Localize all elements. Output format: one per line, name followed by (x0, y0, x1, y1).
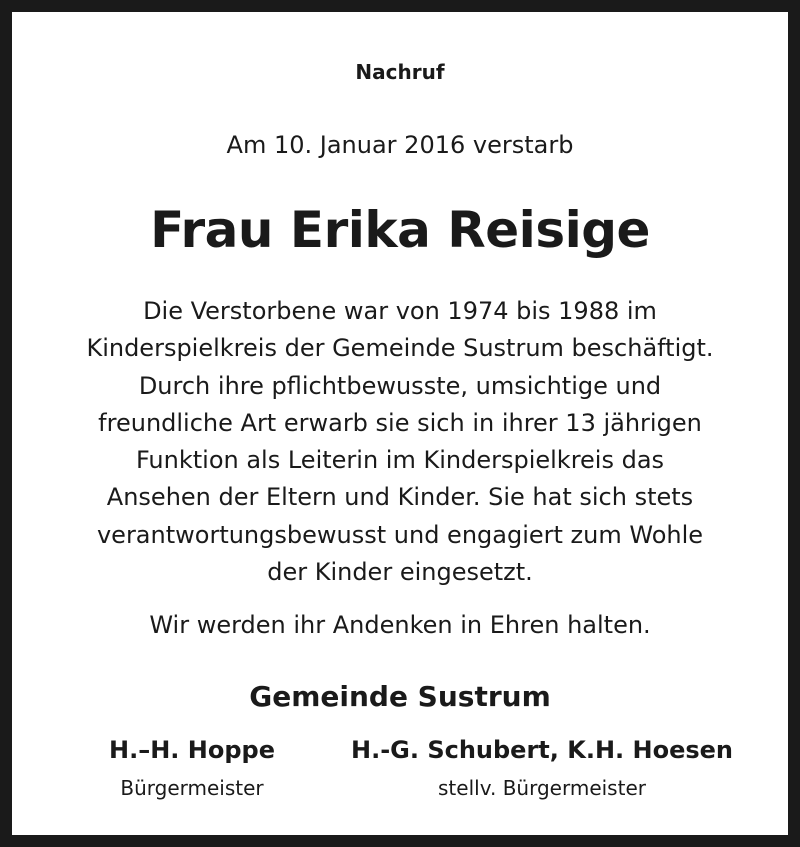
body-line: Kinderspielkreis der Gemeinde Sustrum beschäftigt. (86, 334, 714, 363)
death-date-intro: Am 10. Januar 2016 verstarb (226, 131, 574, 159)
signatory-mayor (72, 735, 312, 801)
signatory-title: stellv. Bürgermeister (438, 776, 646, 800)
body-line: Funktion als Leiterin im Kinderspielkreis das (135, 446, 665, 475)
body-line: Die Verstorbene war von 1974 bis 1988 im (143, 297, 657, 325)
body-line: freundliche Art erwarb sie sich in ihrer 13 jährigen (98, 408, 702, 437)
body-line: verantwortungsbewusst und engagiert zum Wohle (96, 520, 704, 549)
notice-heading: Nachruf (355, 60, 445, 84)
signatory-title: Bürgermeister (120, 776, 264, 800)
signatory-name: H.-G. Schubert, K.H. Hoesen (350, 736, 734, 764)
organization-name: Gemeinde Sustrum (249, 680, 551, 713)
obituary-body (12, 293, 788, 591)
body-line: der Kinder eingesetzt. (267, 558, 533, 587)
body-line: Durch ihre pflichtbewusste, umsichtige und (138, 371, 662, 400)
signatory-name: H.–H. Hoppe (109, 736, 275, 764)
body-line: Ansehen der Eltern und Kinder. Sie hat sich stets (106, 483, 694, 512)
deceased-name: Frau Erika Reisige (150, 201, 650, 259)
signatory-deputy-mayors (342, 735, 742, 801)
closing-statement: Wir werden ihr Andenken in Ehren halten. (149, 611, 651, 639)
